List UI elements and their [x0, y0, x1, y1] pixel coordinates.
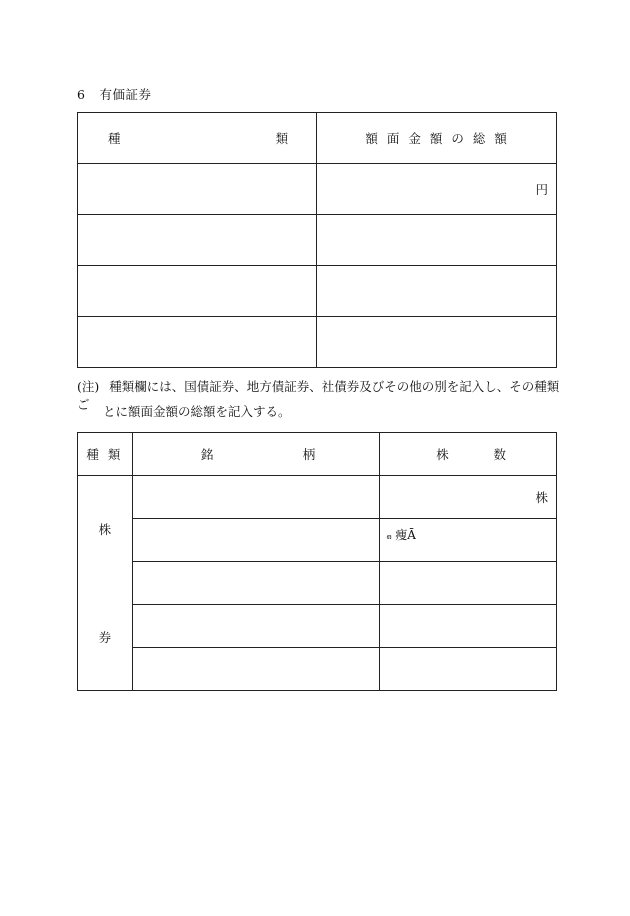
header-kind-label: 種類 [86, 447, 130, 462]
table-row [78, 164, 557, 215]
shares-unit: 株 [535, 490, 548, 505]
table-row [78, 562, 557, 605]
kind-cell-stocks [78, 476, 133, 691]
cell-issue[interactable] [132, 476, 379, 519]
table-header-row [78, 113, 557, 164]
cell-shares[interactable] [380, 519, 557, 562]
cell-amount[interactable] [317, 317, 557, 368]
table-row [78, 605, 557, 648]
header-type-char-2: 類 [275, 131, 289, 146]
header-share-count [380, 433, 557, 476]
header-type-char-1: 種 [108, 131, 121, 146]
table-row [78, 266, 557, 317]
securities-face-value-table [77, 112, 557, 368]
header-share-char-2: 数 [493, 447, 506, 462]
cell-type[interactable] [78, 317, 317, 368]
table-row [78, 215, 557, 266]
header-total-face-value-label: 額面金額の総額 [365, 131, 516, 146]
cell-type[interactable] [78, 164, 317, 215]
table-row [78, 317, 557, 368]
table-row [78, 648, 557, 691]
cell-shares[interactable] [380, 605, 557, 648]
section-number: 6 [77, 87, 86, 102]
cell-shares[interactable] [380, 648, 557, 691]
cell-amount[interactable] [317, 266, 557, 317]
header-issue-char-1: 銘 [200, 447, 214, 462]
cell-amount[interactable] [317, 164, 557, 215]
cell-issue[interactable] [132, 648, 379, 691]
note-line-2: とに額面金額の総額を記入する。 [103, 404, 291, 419]
header-kind [78, 433, 133, 476]
section-title: 有価証券 [99, 87, 152, 102]
header-total-face-value [317, 113, 557, 164]
table-row [78, 519, 557, 562]
garbled-small: ഒ [386, 532, 392, 541]
header-share-char-1: 株 [436, 447, 449, 462]
note-tag: (注) [77, 379, 100, 394]
cell-shares[interactable] [380, 476, 557, 519]
cell-issue[interactable] [132, 519, 379, 562]
note-text-1: 種類欄には、国債証券、地方債証券、社債券及びその他の別を記入し、その種類ご [77, 379, 560, 412]
stocks-table [77, 432, 557, 691]
header-issue-name [132, 433, 379, 476]
header-issue-char-2: 柄 [302, 447, 316, 462]
cell-shares[interactable] [380, 562, 557, 605]
cell-type[interactable] [78, 215, 317, 266]
side-label-bottom: 券 [98, 630, 112, 645]
table-row [78, 476, 557, 519]
side-label-top: 株 [98, 522, 112, 537]
table-header-row [78, 433, 557, 476]
cell-type[interactable] [78, 266, 317, 317]
cell-amount[interactable] [317, 215, 557, 266]
yen-unit: 円 [535, 182, 548, 197]
garbled-main: 痩Ā [395, 527, 416, 542]
cell-issue[interactable] [132, 562, 379, 605]
garbled-text [380, 526, 556, 543]
cell-issue[interactable] [132, 605, 379, 648]
header-type [78, 113, 317, 164]
section-heading [77, 85, 151, 103]
